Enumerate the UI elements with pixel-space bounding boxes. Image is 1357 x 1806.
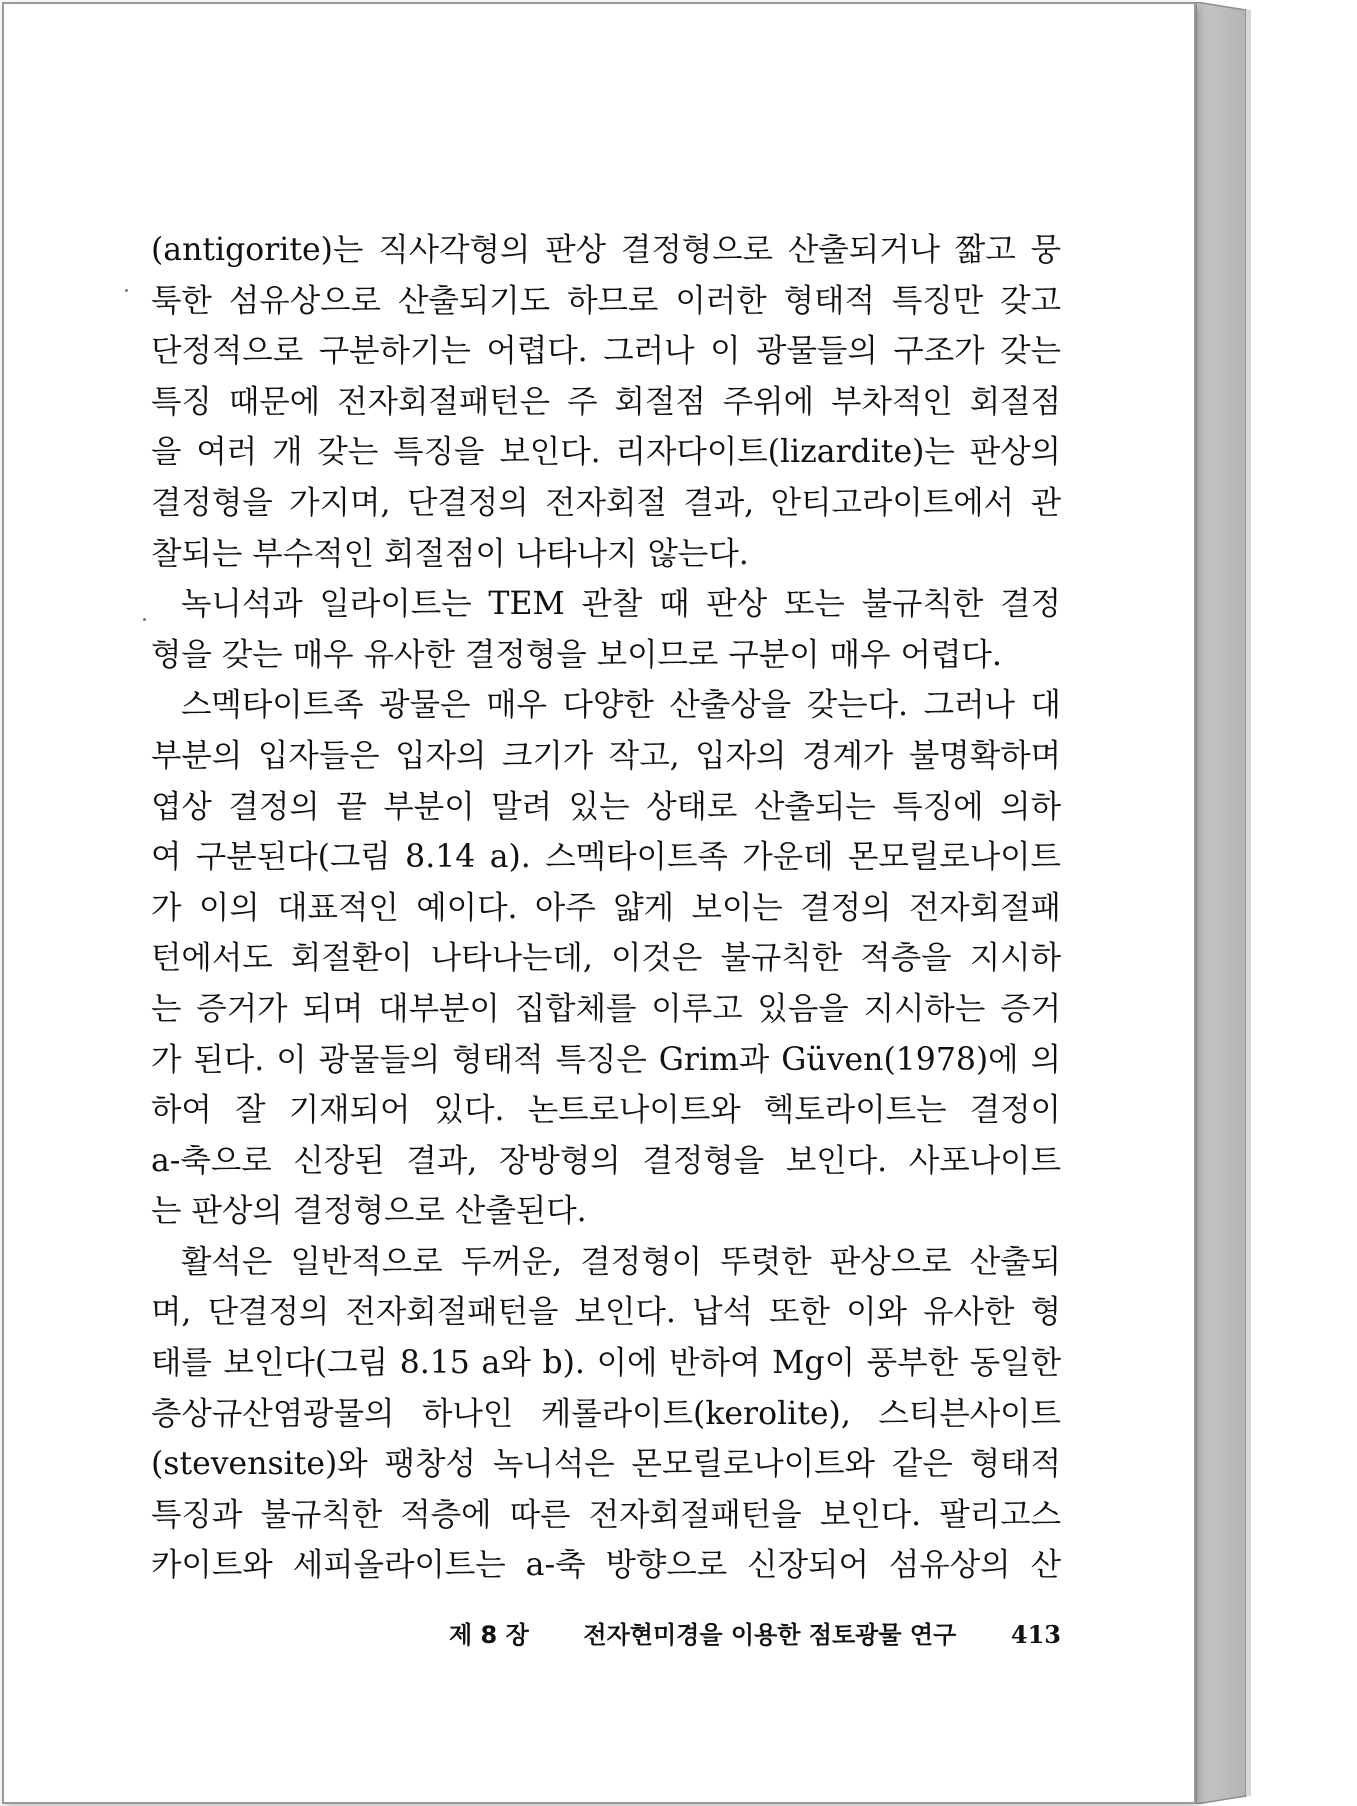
scan-speck bbox=[143, 618, 146, 621]
body-text bbox=[151, 225, 1061, 1591]
text-line: a-축으로 신장된 결과, 장방형의 결정형을 보인다. 사포나이트 bbox=[151, 1142, 1061, 1179]
text-line: 턴에서도 회절환이 나타나는데, 이것은 불규칙한 적층을 지시하 bbox=[151, 940, 1061, 977]
text-line: 는 증거가 되며 대부분이 집합체를 이루고 있음을 지시하는 증거 bbox=[151, 990, 1061, 1027]
text-line: 며, 단결정의 전자회절패턴을 보인다. 납석 또한 이와 유사한 형 bbox=[151, 1294, 1061, 1331]
text-line: 툭한 섬유상으로 산출되기도 하므로 이러한 형태적 특징만 갖고 bbox=[151, 282, 1061, 319]
text-line: 형을 갖는 매우 유사한 결정형을 보이므로 구분이 매우 어렵다. bbox=[151, 636, 1002, 673]
text-line: 하여 잘 기재되어 있다. 논트로나이트와 헥토라이트는 결정이 bbox=[151, 1092, 1061, 1129]
text-line: 엽상 결정의 끝 부분이 말려 있는 상태로 산출되는 특징에 의하 bbox=[151, 788, 1061, 825]
scan-speck bbox=[125, 289, 128, 292]
text-line: 태를 보인다(그림 8.15 a와 b). 이에 반하여 Mg이 풍부한 동일한 bbox=[151, 1345, 1061, 1382]
text-line: 여 구분된다(그림 8.14 a). 스멕타이트족 가운데 몬모릴로나이트 bbox=[151, 839, 1061, 876]
text-line: 단정적으로 구분하기는 어렵다. 그러나 이 광물들의 구조가 갖는 bbox=[151, 333, 1061, 370]
text-line: 특징 때문에 전자회절패턴은 주 회절점 주위에 부차적인 회절점 bbox=[151, 383, 1061, 420]
text-line: 카이트와 세피올라이트는 a-축 방향으로 신장되어 섬유상의 산 bbox=[151, 1547, 1061, 1584]
text-line: 특징과 불규칙한 적층에 따른 전자회절패턴을 보인다. 팔리고스 bbox=[151, 1496, 1061, 1533]
chapter-title: 전자현미경을 이용한 점토광물 연구 bbox=[583, 1621, 957, 1649]
text-line: 녹니석과 일라이트는 TEM 관찰 때 판상 또는 불규칙한 결정 bbox=[181, 586, 1061, 623]
text-line: (stevensite)와 팽창성 녹니석은 몬모릴로나이트와 같은 형태적 bbox=[151, 1446, 1061, 1483]
text-line: 활석은 일반적으로 두꺼운, 결정형이 뚜렷한 판상으로 산출되 bbox=[181, 1243, 1061, 1280]
text-line: 층상규산염광물의 하나인 케롤라이트(kerolite), 스티븐사이트 bbox=[151, 1395, 1061, 1432]
running-footer bbox=[449, 1615, 1061, 1650]
text-line: 는 판상의 결정형으로 산출된다. bbox=[151, 1193, 587, 1230]
text-line: 가 이의 대표적인 예이다. 아주 얇게 보이는 결정의 전자회절패 bbox=[151, 889, 1061, 926]
text-line: 을 여러 개 갖는 특징을 보인다. 리자다이트(lizardite)는 판상의 bbox=[151, 434, 1061, 471]
chapter-label: 제 8 장 bbox=[449, 1621, 529, 1649]
text-line: 가 된다. 이 광물들의 형태적 특징은 Grim과 Güven(1978)에 의 bbox=[151, 1041, 1061, 1078]
page-number: 413 bbox=[1010, 1620, 1061, 1649]
text-line: 스멕타이트족 광물은 매우 다양한 산출상을 갖는다. 그러나 대 bbox=[181, 687, 1061, 724]
text-line: 부분의 입자들은 입자의 크기가 작고, 입자의 경계가 불명확하며 bbox=[151, 737, 1061, 774]
book-edge bbox=[1196, 2, 1306, 1804]
text-line: (antigorite)는 직사각형의 판상 결정형으로 산출되거나 짧고 뭉 bbox=[151, 232, 1061, 268]
text-line: 결정형을 가지며, 단결정의 전자회절 결과, 안티고라이트에서 관 bbox=[151, 484, 1061, 521]
text-line: 찰되는 부수적인 회절점이 나타나지 않는다. bbox=[151, 535, 749, 572]
